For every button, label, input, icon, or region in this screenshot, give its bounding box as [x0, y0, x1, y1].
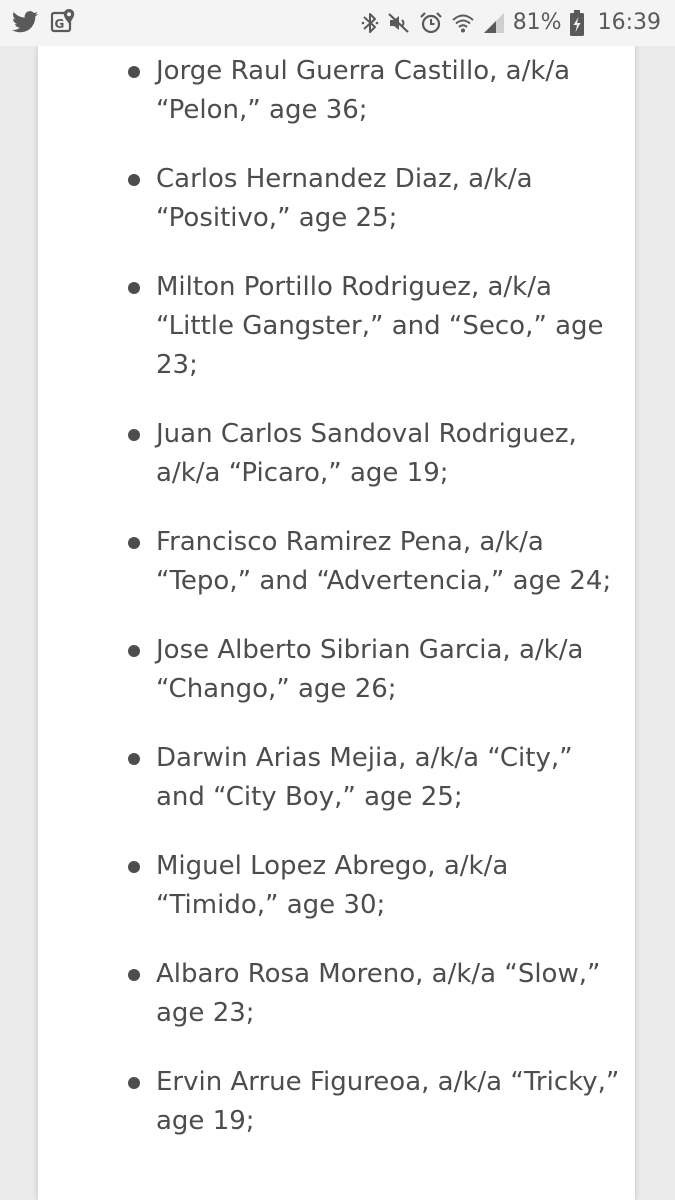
list-item-text: Darwin Arias Mejia, a/k/a “City,” and “City Boy,” age 25;: [156, 743, 573, 812]
svg-text:G: G: [54, 17, 65, 31]
clock-time: 16:39: [597, 10, 661, 35]
defendant-list: [38, 52, 635, 1171]
bullet-point: [128, 645, 140, 657]
bullet-point: [128, 861, 140, 873]
list-item: [38, 1063, 635, 1141]
list-item: [38, 739, 635, 817]
article-card[interactable]: [38, 46, 635, 1200]
bullet-point: [128, 753, 140, 765]
bullet-point: [128, 429, 140, 441]
list-item-text: Ervin Arrue Figureoa, a/k/a “Tricky,” age 19;: [156, 1067, 620, 1136]
list-item-text: Jorge Raul Guerra Castillo, a/k/a “Pelon,” age 36;: [156, 56, 571, 125]
list-item-text: Juan Carlos Sandoval Rodriguez, a/k/a “Picaro,” age 19;: [156, 419, 577, 488]
mute-icon: [387, 11, 411, 35]
list-item: [38, 52, 635, 130]
system-icons: [361, 0, 661, 46]
list-item: [38, 415, 635, 493]
maps-notification-icon: [50, 9, 76, 35]
list-item: [38, 955, 635, 1033]
notification-icons: [12, 9, 76, 35]
bullet-point: [128, 1077, 140, 1089]
list-item: [38, 847, 635, 925]
list-item-text: Carlos Hernandez Diaz, a/k/a “Positivo,” age 25;: [156, 164, 533, 233]
signal-icon: [483, 12, 505, 34]
bullet-point: [128, 66, 140, 78]
list-item-text: Jose Alberto Sibrian Garcia, a/k/a “Chango,” age 26;: [156, 635, 584, 704]
bullet-point: [128, 969, 140, 981]
list-item-text: Francisco Ramirez Pena, a/k/a “Tepo,” and “Advertencia,” age 24;: [156, 527, 612, 596]
bullet-point: [128, 537, 140, 549]
battery-charging-icon: [570, 10, 584, 36]
list-item-text: Milton Portillo Rodriguez, a/k/a “Little Gangster,” and “Seco,” age 23;: [156, 272, 604, 380]
status-bar: [0, 0, 675, 46]
list-item-text: Albaro Rosa Moreno, a/k/a “Slow,” age 23;: [156, 959, 601, 1028]
list-item: [38, 160, 635, 238]
list-item: [38, 631, 635, 709]
bluetooth-icon: [361, 11, 379, 35]
page-background: [0, 46, 675, 1200]
list-item: [38, 523, 635, 601]
battery-percent: 81%: [512, 10, 562, 35]
wifi-icon: [451, 11, 475, 35]
twitter-icon: [12, 11, 38, 33]
list-item: [38, 268, 635, 385]
alarm-icon: [419, 11, 443, 35]
list-item-text: Miguel Lopez Abrego, a/k/a “Timido,” age 30;: [156, 851, 509, 920]
bullet-point: [128, 174, 140, 186]
bullet-point: [128, 282, 140, 294]
